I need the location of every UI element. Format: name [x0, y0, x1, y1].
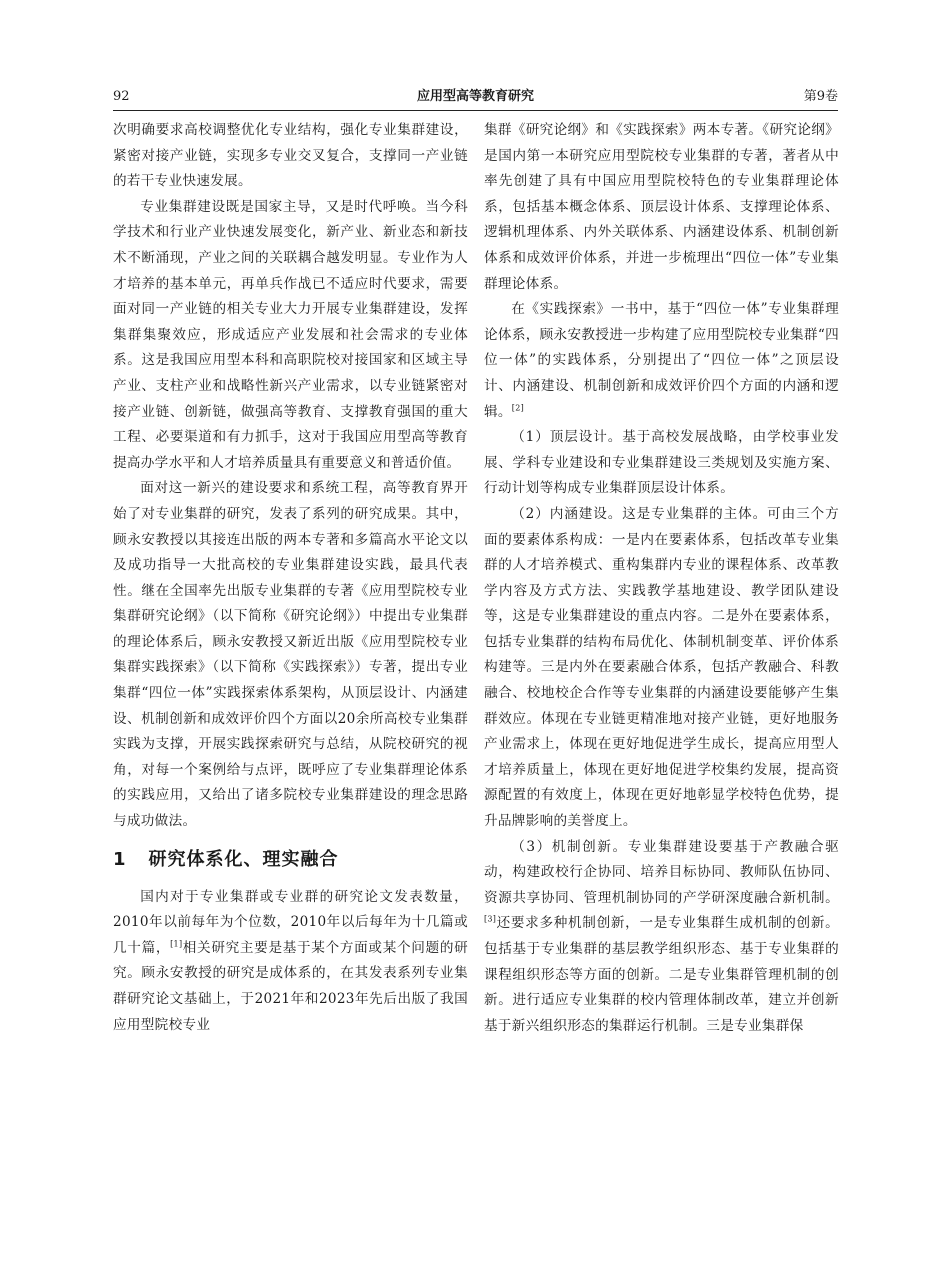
volume-label: 第9卷: [803, 89, 838, 104]
paragraph: [113, 885, 468, 1039]
paragraph: （1）顶层设计。基于高校发展战略，由学校事业发展、学科专业建设和专业集群建设三类规划及实施方案、行动计划等构成专业集群顶层设计体系。: [484, 429, 839, 497]
paragraph-text: 相关研究主要是基于某个方面或某个问题的研究。顾永安教授的研究是成体系的，在其发表系列专业集群研究论文基础上，于2021年和2023年先后出版了我国应用型院校专业: [113, 939, 469, 1033]
paragraph-text: 国内对于专业集群或专业群的研究论文发表数量，2010年以前每年为个位数，2010年以后每年为十几篇或几十篇，: [113, 888, 468, 956]
journal-title: 应用型高等教育研究: [416, 89, 534, 104]
section-number: 1: [113, 848, 127, 870]
section-title: 研究体系化、理实融合: [148, 848, 339, 870]
right-column: [484, 118, 839, 1039]
section-heading: [113, 847, 468, 873]
paragraph: （2）内涵建设。这是专业集群的主体。可由三个方面的要素体系构成：一是内在要素体系，包括改革专业集群的人才培养模式、重构集群内专业的课程体系、改革教学内容及方式方法、实践教学基地建设、教学团队建设等，这是专业集群建设的重点内容。二是外在要素体系，包括专业集群的结构布局优化、体制机制变革、评价体系构建等。三是内外在要素融合体系，包括产教融合、科教融合、校地校企合作等专业集群的内涵建设要能够产生集群效应。体现在专业链更精准地对接产业链，更好地服务产业需求上，体现在更好地促进学生成长，提高应用型人才培养质量上，体现在更好地促进学校集约发展，提高资源配置的有效度上，体现在更好地彰显学校特色优势，提升品牌影响的美誉度上。: [484, 505, 839, 830]
paragraph: 专业集群建设既是国家主导，又是时代呼唤。当今科学技术和行业产业快速发展变化，新产业、新业态和新技术不断涌现，产业之间的关联耦合越发明显。专业作为人才培养的基本单元，再单兵作战已不适应时代要求，需要面对同一产业链的相关专业大力开展专业集群建设，发挥集群集聚效应，形成适应产业发展和社会需求的专业体系。这是我国应用型本科和高职院校对接国家和区域主导产业、支柱产业和战略性新兴产业需求，以专业链紧密对接产业链、创新链，做强高等教育、支撑教育强国的重大工程、必要渠道和有力抓手，这对于我国应用型高等教育提高办学水平和人才培养质量具有重要意义和普适价值。: [113, 198, 468, 471]
paragraph-text: 还要求多种机制创新，一是专业集群生成机制的创新。包括基于专业集群的基层教学组织形态、基于专业集群的课程组织形态等方面的创新。二是专业集群管理机制的创新。进行适应专业集群的校内管理体制改革，建立并创新基于新兴组织形态的集群运行机制。三是专业集群保: [484, 915, 839, 1034]
paragraph: [484, 835, 839, 1040]
citation-marker[interactable]: [3]: [484, 914, 497, 924]
paragraph: [484, 297, 839, 425]
paragraph: 次明确要求高校调整优化专业结构，强化专业集群建设，紧密对接产业链，实现多专业交叉复合，支撑同一产业链的若干专业快速发展。: [113, 122, 468, 190]
paragraph: 集群《研究论纲》和《实践探索》两本专著。《研究论纲》是国内第一本研究应用型院校专业集群的专著，著者从中率先创建了具有中国应用型院校特色的专业集群理论体系，包括基本概念体系、顶层设计体系、支撑理论体系、逻辑机理体系、内外关联体系、内涵建设体系、机制创新体系和成效评价体系，并进一步梳理出“四位一体”专业集群理论体系。: [484, 122, 839, 292]
paragraph: 面对这一新兴的建设要求和系统工程，高等教育界开始了对专业集群的研究，发表了系列的研究成果。其中，顾永安教授以其接连出版的两本专著和多篇高水平论文以及成功指导一大批高校的专业集群建设实践，最具代表性。继在全国率先出版专业集群的专著《应用型院校专业集群研究论纲》（以下简称《研究论纲》）中提出专业集群的理论体系后，顾永安教授又新近出版《应用型院校专业集群实践探索》（以下简称《实践探索》）专著，提出专业集群“四位一体”实践探索体系架构，从顶层设计、内涵建设、机制创新和成效评价四个方面以20余所高校专业集群实践为支撑，开展实践探索研究与总结，从院校研究的视角，对每一个案例给与点评，既呼应了专业集群理论体系的实践应用，又给出了诸多院校专业集群建设的理念思路与成功做法。: [113, 480, 468, 830]
page-number: 92: [113, 89, 130, 104]
running-header: [113, 88, 838, 111]
paragraph-text: （3）机制创新。专业集群建设要基于产教融合驱动，构建政校行企协同、培养目标协同、教师队伍协同、资源共享协同、管理机制协同的产学研深度融合新机制。: [484, 838, 839, 906]
left-column: [113, 118, 468, 1038]
citation-marker[interactable]: [2]: [511, 403, 525, 412]
citation-marker[interactable]: [1]: [170, 939, 183, 949]
paragraph-text: 在《实践探索》一书中，基于“四位一体”专业集群理论体系，顾永安教授进一步构建了应用型院校专业集群“四位一体”的实践体系，分别提出了“四位一体”之顶层设计、内涵建设、机制创新和成效评价四个方面的内涵和逻辑。: [484, 301, 839, 420]
